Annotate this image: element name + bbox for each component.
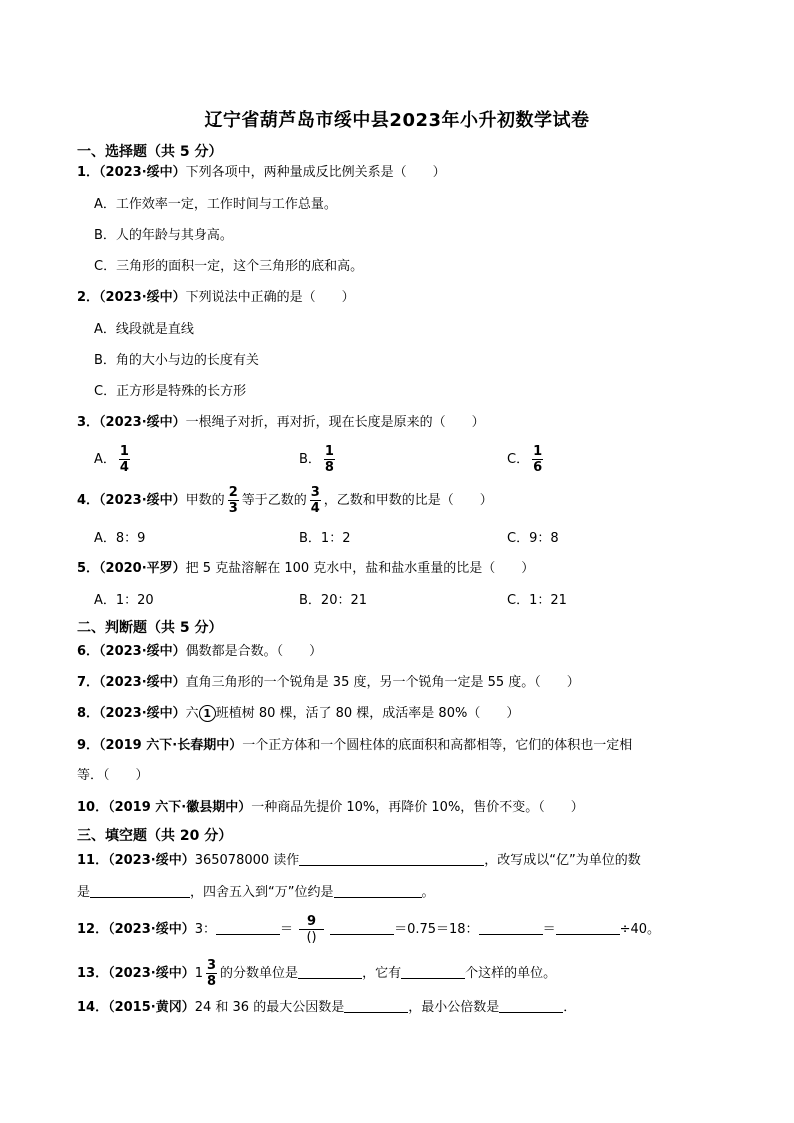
question-12: 12．（2023·绥中）3： ＝ $\frac{9}{()}$ ＝0.75＝18： ＝ ÷40。 (77, 914, 661, 945)
question-9-continued: 等．（ ） (77, 768, 149, 783)
answer-blank[interactable] (499, 998, 563, 1013)
question-number: 4． (77, 493, 100, 508)
question-source: （2020·平罗） (99, 561, 186, 576)
question-3 (77, 413, 485, 433)
question-source: （2023·绥中） (99, 290, 186, 305)
option-b: B．20：21 (299, 593, 368, 608)
option-a: A．1：20 (94, 593, 154, 608)
answer-blank[interactable] (216, 920, 280, 935)
option-c: C． $\frac{1}{6}$ (507, 444, 543, 475)
question-4: 4．（2023·绥中）甲数的 $\frac{2}{3}$ 等于乙数的 $\frac{3}{4}$ ，乙数和甲数的比是（ ） (77, 485, 493, 516)
question-5 (77, 559, 534, 579)
option-b: B． $\frac{1}{8}$ (299, 444, 334, 475)
fraction: $\frac{1}{6}$ (533, 444, 543, 475)
option-c: C．1：21 (507, 593, 567, 608)
option-a: A．工作效率一定，工作时间与工作总量。 (94, 197, 337, 212)
question-8: 8．（2023·绥中）六 1 班植树 80 棵，活了 80 棵，成活率是 80%（ ） (77, 706, 520, 721)
fraction: $\frac{9}{()}$ (299, 914, 324, 945)
option-c: C．三角形的面积一定，这个三角形的底和高。 (94, 259, 364, 274)
question-number: 2． (77, 290, 100, 305)
fraction: $\frac{2}{3}$ (228, 485, 238, 516)
answer-blank[interactable] (344, 998, 408, 1013)
option-b: B．角的大小与边的长度有关 (94, 353, 259, 368)
question-source: （2023·绥中） (99, 415, 186, 430)
question-1 (77, 163, 446, 183)
answer-blank[interactable] (334, 883, 422, 898)
circled-number: 1 (199, 705, 216, 722)
question-source: （2023·绥中） (99, 165, 186, 180)
question-11: 11．（2023·绥中）365078000 读作 ，改写成以“亿”为单位的数 (77, 853, 641, 868)
fraction: $\frac{1}{8}$ (324, 444, 334, 475)
option-c: C．正方形是特殊的长方形 (94, 384, 247, 399)
fraction: $\frac{3}{8}$ (207, 958, 217, 989)
question-text: 下列说法中正确的是（ ） (185, 290, 355, 305)
answer-blank[interactable] (298, 964, 362, 979)
question-source: （2023·绥中） (99, 493, 186, 508)
answer-blank[interactable] (556, 920, 620, 935)
question-2 (77, 288, 355, 308)
fraction: $\frac{3}{4}$ (310, 485, 320, 516)
section-heading-judge: 二、判断题（共 5 分） (77, 620, 223, 636)
fraction: $\frac{1}{4}$ (119, 444, 129, 475)
question-6: 6．（2023·绥中）偶数都是合数。（ ） (77, 644, 323, 659)
question-7: 7．（2023·绥中）直角三角形的一个锐角是 35 度，另一个锐角一定是 55 度。（ ） (77, 675, 580, 690)
option-b: B．1：2 (299, 531, 351, 546)
question-number: 3． (77, 415, 100, 430)
page-title: 辽宁省葫芦岛市绥中县2023年小升初数学试卷 (204, 110, 590, 131)
question-14: 14．（2015·黄冈）24 和 36 的最大公因数是 ，最小公倍数是 ． (77, 1000, 577, 1015)
question-11-continued: 是 ，四舍五入到“万”位约是 。 (77, 885, 435, 900)
question-13: 13．（2023·绥中）1 $\frac{3}{8}$ 的分数单位是 ，它有 个这样的单位。 (77, 958, 557, 989)
answer-blank[interactable] (401, 964, 465, 979)
question-number: 5． (77, 561, 100, 576)
question-text: 一根绳子对折，再对折，现在长度是原来的（ ） (185, 415, 485, 430)
question-10: 10．（2019 六下·徽县期中）一种商品先提价 10%，再降价 10%，售价不变。（ ） (77, 800, 584, 815)
option-a: A． $\frac{1}{4}$ (94, 444, 129, 475)
option-b: B．人的年龄与其身高。 (94, 228, 233, 243)
option-a: A．线段就是直线 (94, 322, 194, 337)
answer-blank[interactable] (479, 920, 543, 935)
section-heading-fill: 三、填空题（共 20 分） (77, 828, 233, 844)
answer-blank[interactable] (90, 883, 190, 898)
section-heading-choice: 一、选择题（共 5 分） (77, 144, 223, 160)
question-text: 下列各项中，两种量成反比例关系是（ ） (185, 165, 446, 180)
answer-blank[interactable] (299, 851, 484, 866)
option-c: C．9：8 (507, 531, 559, 546)
question-9: 9．（2019 六下·长春期中）一个正方体和一个圆柱体的底面积和高都相等，它们的体积也一定相 (77, 738, 633, 753)
question-text: 把 5 克盐溶解在 100 克水中，盐和盐水重量的比是（ ） (185, 561, 535, 576)
question-number: 1． (77, 165, 100, 180)
option-a: A．8：9 (94, 531, 146, 546)
answer-blank[interactable] (330, 920, 394, 935)
